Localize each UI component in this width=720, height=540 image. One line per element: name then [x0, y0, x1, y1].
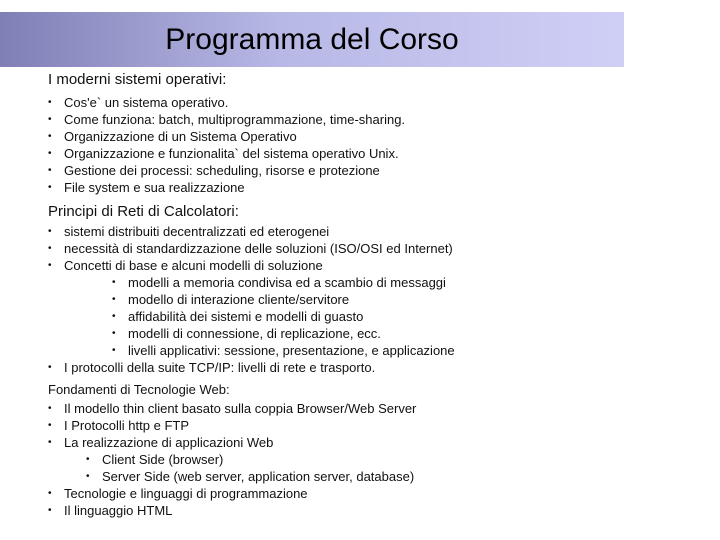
list-sistemi-operativi	[48, 94, 405, 196]
list-item: • Come funziona: batch, multiprogrammazione, time-sharing.	[48, 111, 405, 128]
sub-list-item: • modello di interazione cliente/servitore	[112, 291, 455, 308]
list-item: • I Protocolli http e FTP	[48, 417, 416, 434]
list-reti	[48, 223, 453, 274]
section-heading-reti: Principi di Reti di Calcolatori:	[48, 203, 239, 220]
slide-title: Programma del Corso	[165, 23, 459, 56]
list-item: • Concetti di base e alcuni modelli di soluzione	[48, 257, 453, 274]
sublist-reti	[112, 274, 455, 359]
list-item: • necessità di standardizzazione delle soluzioni (ISO/OSI ed Internet)	[48, 240, 453, 257]
sublist-web	[86, 451, 414, 485]
sub-list-item: • Client Side (browser)	[86, 451, 414, 468]
sub-list-item: • livelli applicativi: sessione, presentazione, e applicazione	[112, 342, 455, 359]
list-item: • Il modello thin client basato sulla coppia Browser/Web Server	[48, 400, 416, 417]
list-item: • Organizzazione e funzionalita` del sistema operativo Unix.	[48, 145, 405, 162]
section-heading-web: Fondamenti di Tecnologie Web:	[48, 382, 230, 397]
list-item: • Tecnologie e linguaggi di programmazione	[48, 485, 308, 502]
list-item: • sistemi distribuiti decentralizzati ed eterogenei	[48, 223, 453, 240]
list-web-after	[48, 485, 308, 519]
sub-list-item: • affidabilità dei sistemi e modelli di guasto	[112, 308, 455, 325]
list-web	[48, 400, 416, 451]
sub-list-item: • modelli di connessione, di replicazione, ecc.	[112, 325, 455, 342]
list-item: • Gestione dei processi: scheduling, risorse e protezione	[48, 162, 405, 179]
list-item: • Cos'e` un sistema operativo.	[48, 94, 405, 111]
list-item: • File system e sua realizzazione	[48, 179, 405, 196]
list-item: • La realizzazione di applicazioni Web	[48, 434, 416, 451]
list-item: • Il linguaggio HTML	[48, 502, 308, 519]
list-item: • I protocolli della suite TCP/IP: livelli di rete e trasporto.	[48, 359, 375, 376]
sub-list-item: • modelli a memoria condivisa ed a scambio di messaggi	[112, 274, 455, 291]
list-item: • Organizzazione di un Sistema Operativo	[48, 128, 405, 145]
sub-list-item: • Server Side (web server, application server, database)	[86, 468, 414, 485]
section-heading-sistemi-operativi: I moderni sistemi operativi:	[48, 71, 227, 88]
list-reti-after	[48, 359, 375, 376]
